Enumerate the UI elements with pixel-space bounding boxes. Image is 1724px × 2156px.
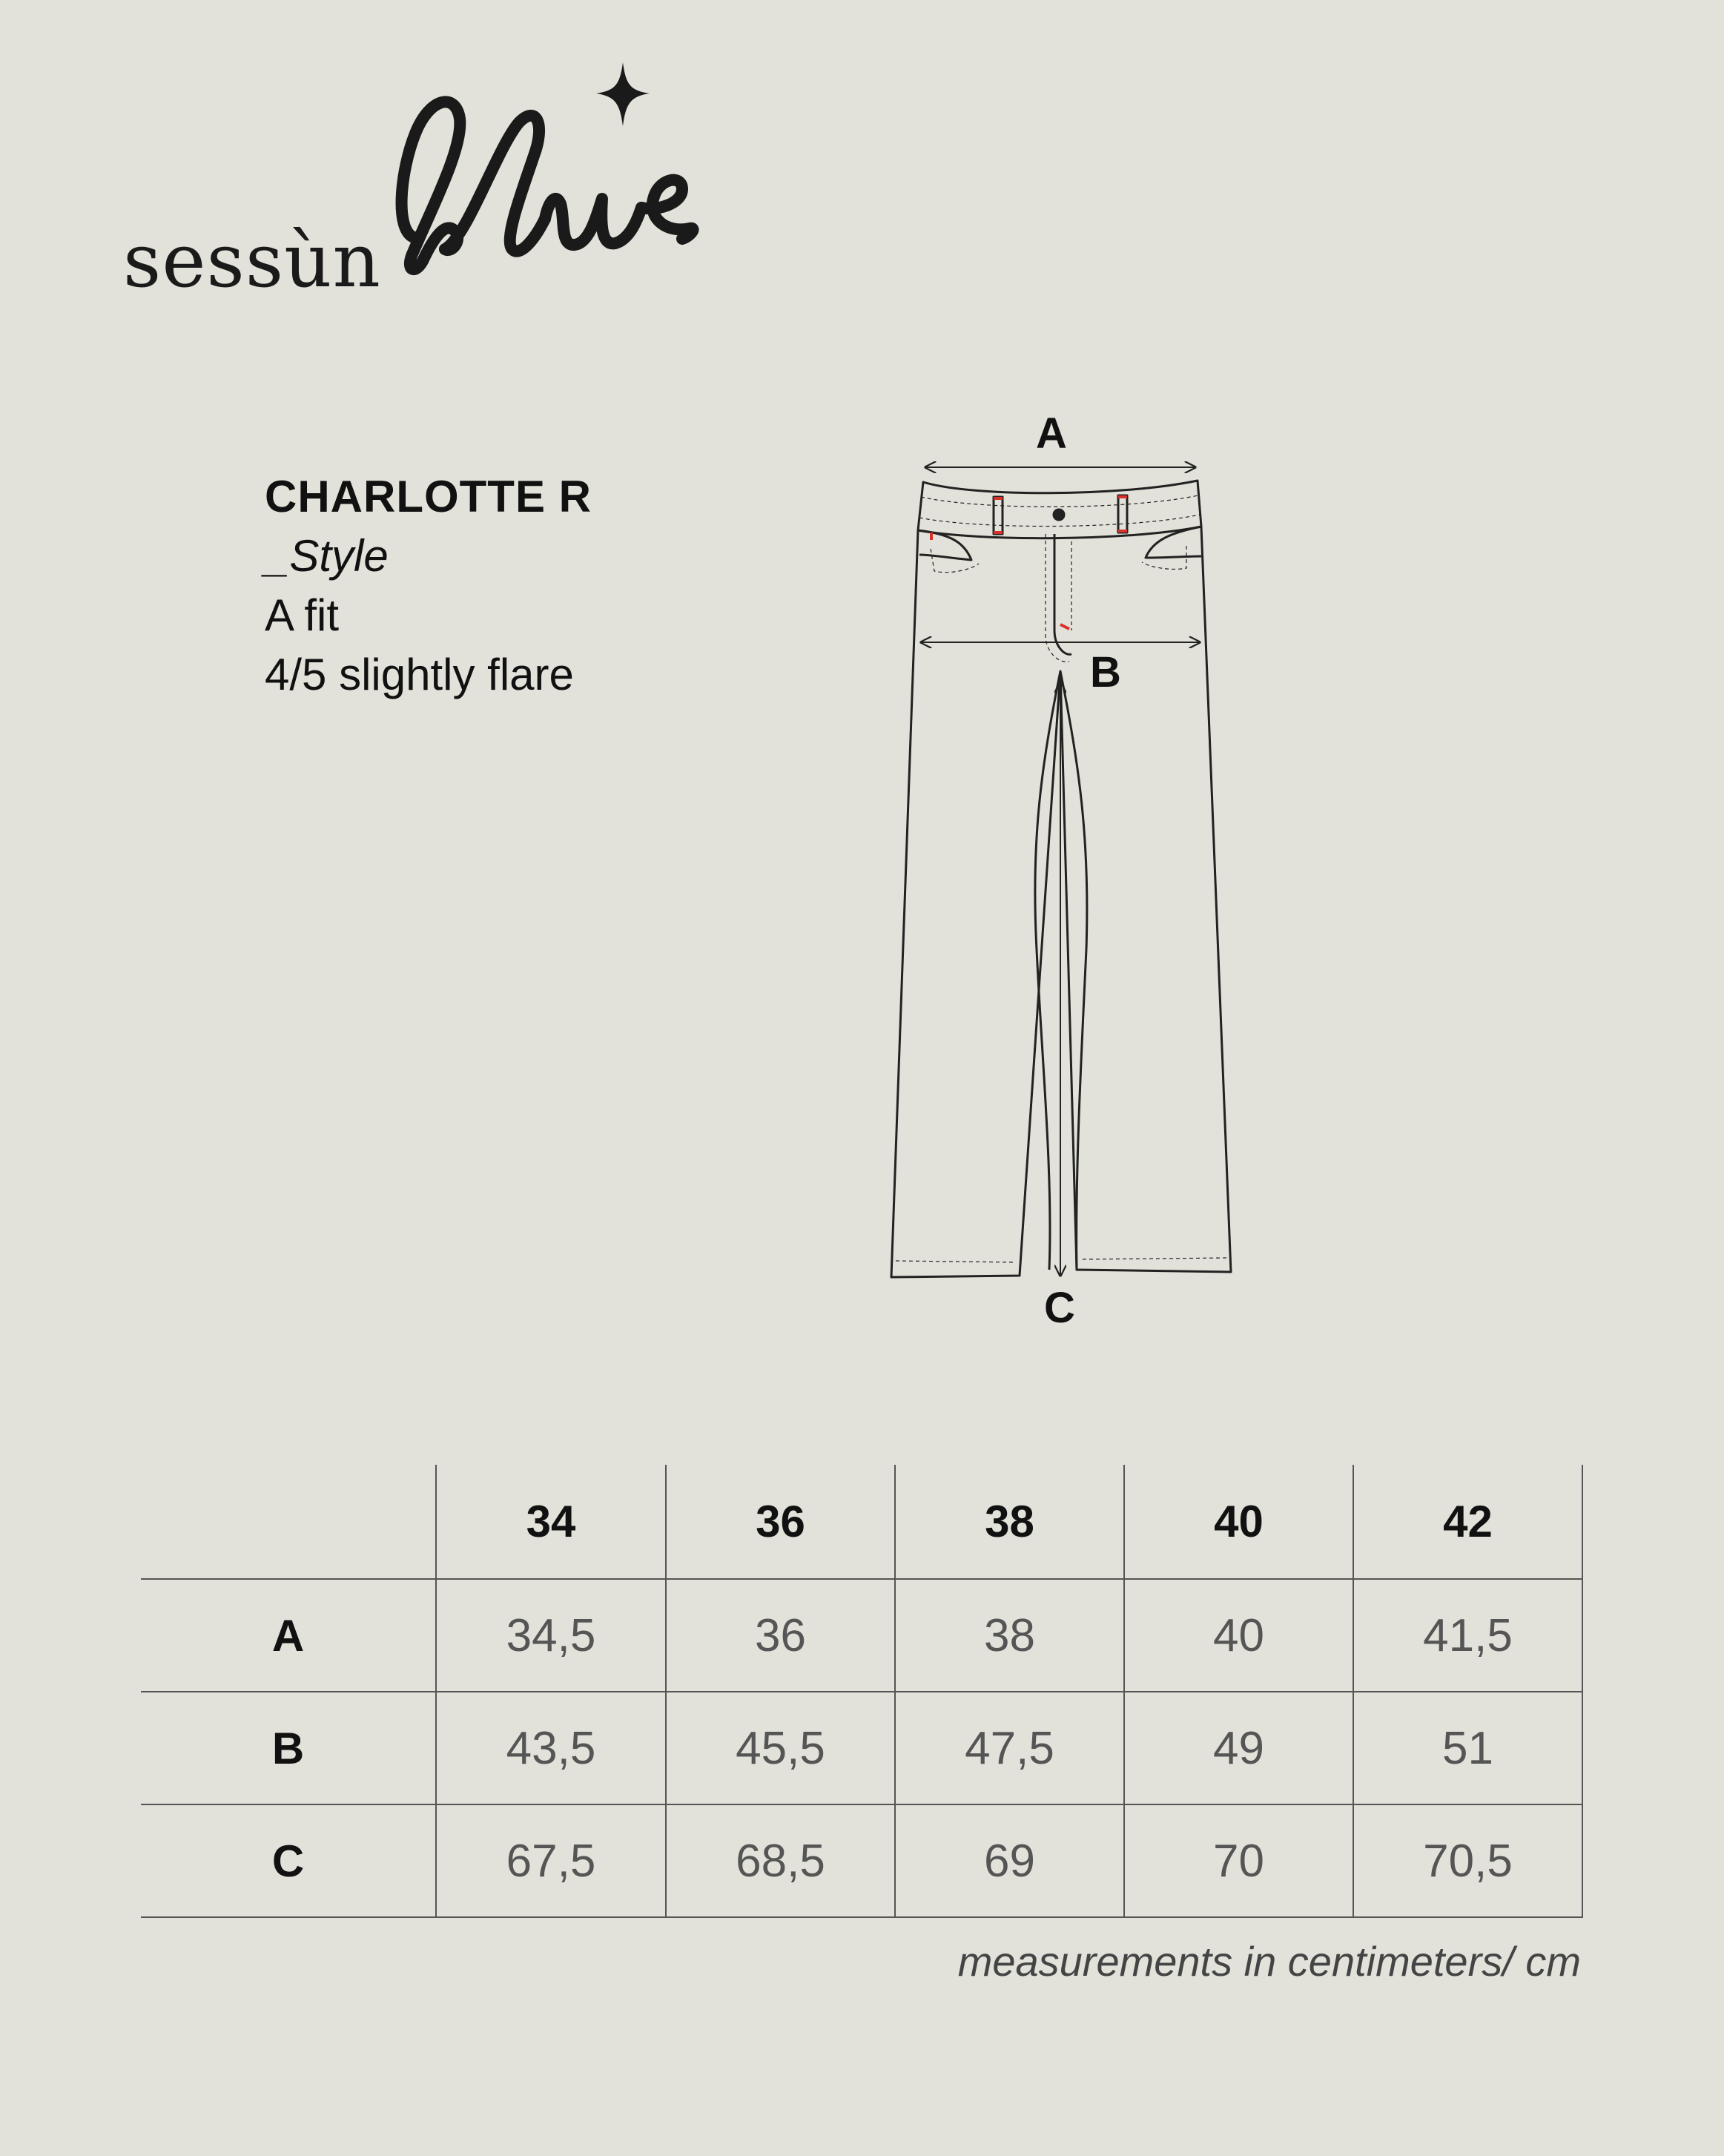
label-c: C (1044, 1284, 1075, 1332)
row-label: A (141, 1579, 436, 1692)
table-row (141, 1804, 1582, 1917)
measurement-cell: 67,5 (436, 1804, 666, 1917)
size-header: 40 (1124, 1465, 1353, 1579)
style-label: _Style (265, 531, 389, 581)
size-header: 34 (436, 1465, 666, 1579)
style-description (265, 467, 592, 705)
brand-wordmark: sessùn (123, 217, 381, 304)
measurement-cell: 68,5 (666, 1804, 895, 1917)
size-header: 36 (666, 1465, 895, 1579)
measurement-cell: 70,5 (1353, 1804, 1582, 1917)
measurement-cell: 34,5 (436, 1579, 666, 1692)
fit-description: A fit (265, 590, 340, 640)
measurement-cell: 70 (1124, 1804, 1353, 1917)
measurement-cell: 38 (895, 1579, 1124, 1692)
table-header-row (141, 1465, 1582, 1579)
jeans-diagram (860, 393, 1246, 1350)
leg-description: 4/5 slightly flare (265, 650, 574, 699)
brand-logo (119, 52, 712, 304)
size-header: 38 (895, 1465, 1124, 1579)
measurement-cell: 51 (1353, 1692, 1582, 1804)
measurement-cell: 49 (1124, 1692, 1353, 1804)
size-chart-table (141, 1465, 1583, 1918)
measurement-cell: 40 (1124, 1579, 1353, 1692)
measurement-cell: 45,5 (666, 1692, 895, 1804)
measurement-cell: 69 (895, 1804, 1124, 1917)
row-label: C (141, 1804, 436, 1917)
units-footnote: measurements in centimeters/ cm (957, 1938, 1581, 1985)
jeans-illustration (860, 393, 1246, 1350)
style-name: CHARLOTTE R (265, 472, 592, 521)
table-row (141, 1692, 1582, 1804)
row-label: B (141, 1692, 436, 1804)
table-row (141, 1579, 1582, 1692)
measurement-cell: 43,5 (436, 1692, 666, 1804)
label-a: A (1036, 409, 1067, 458)
measurement-cell: 47,5 (895, 1692, 1124, 1804)
measurement-cell: 36 (666, 1579, 895, 1692)
size-header: 42 (1353, 1465, 1582, 1579)
header-empty (141, 1465, 436, 1579)
label-b: B (1090, 648, 1121, 696)
measurement-cell: 41,5 (1353, 1579, 1582, 1692)
sparkle-icon (596, 62, 650, 126)
